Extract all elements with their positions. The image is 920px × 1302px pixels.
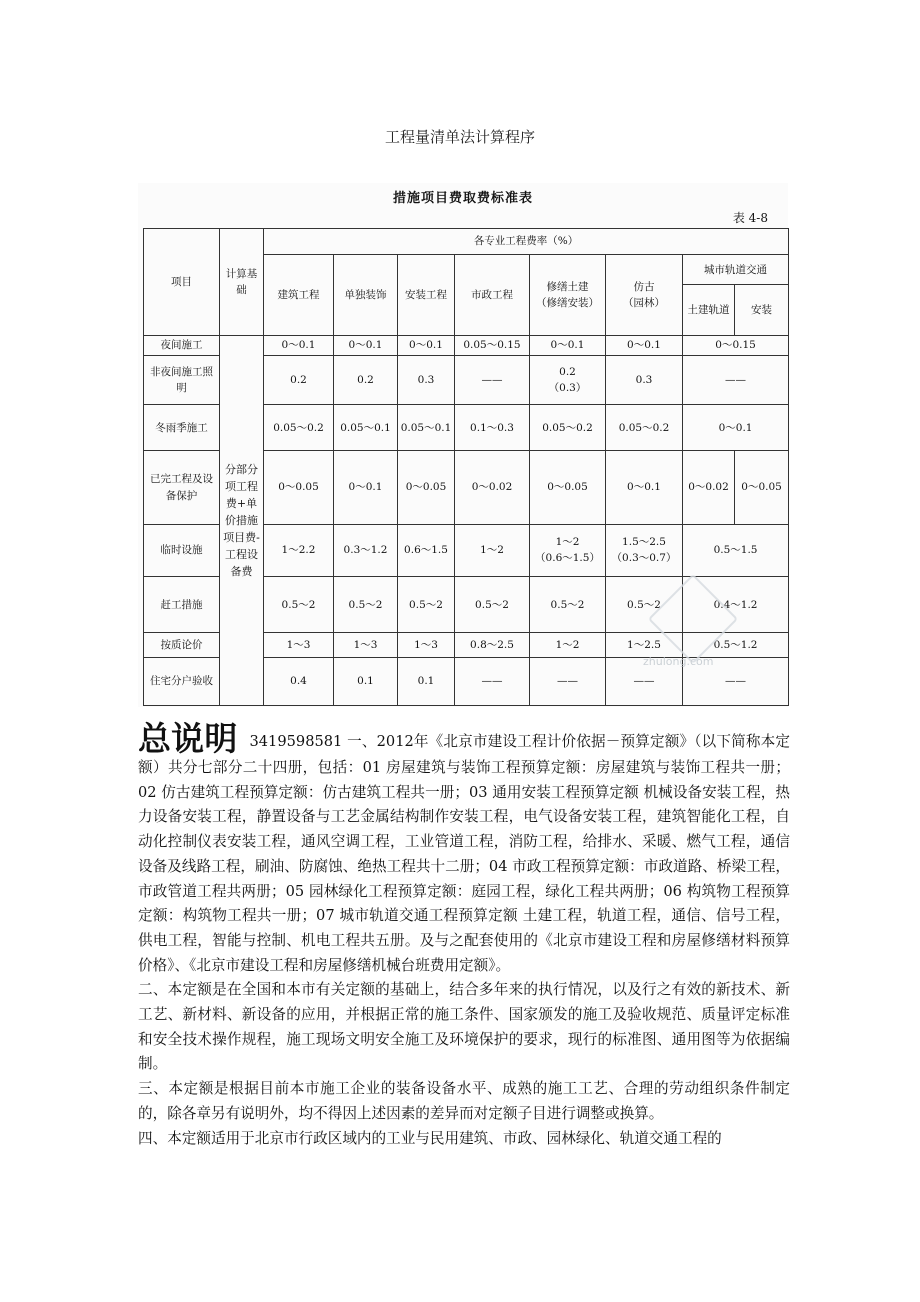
table-cell: 0～0.05 (264, 451, 334, 524)
table-cell: 0.05～0.2 (530, 405, 606, 451)
row-label: 住宅分户验收 (144, 657, 220, 705)
header-fanggu-main: 仿古 (633, 280, 655, 293)
table-cell: —— (683, 355, 789, 404)
header-jianzhu: 建筑工程 (264, 255, 334, 336)
table-cell: 0～0.15 (683, 335, 789, 355)
table-cell: 1～2 (530, 633, 606, 657)
watermark-logo-icon (648, 574, 739, 665)
table-cell (530, 355, 606, 404)
table-cell: 0.3 (398, 355, 455, 404)
cell-main: 1～2 (555, 536, 580, 549)
header-xiushan (530, 255, 606, 336)
table-cell: 0.1～0.3 (455, 405, 530, 451)
table-cell: —— (455, 355, 530, 404)
row-label: 夜间施工 (144, 335, 220, 355)
table-cell: 0.3～1.2 (334, 524, 398, 576)
table-cell: 0.5～2 (530, 577, 606, 633)
header-shizheng: 市政工程 (455, 255, 530, 336)
table-cell: 0.5～2 (334, 577, 398, 633)
row-label: 已完工程及设备保护 (144, 451, 220, 524)
table-cell: 0～0.05 (735, 451, 789, 524)
table-number: 表 4-8 (732, 211, 768, 225)
table-cell (606, 524, 683, 576)
table-cell: 1～2.5 (606, 633, 683, 657)
table-cell: 0～0.1 (683, 405, 789, 451)
cell-sub: （0.3） (548, 381, 587, 394)
table-cell: 0～0.1 (606, 335, 683, 355)
paragraph-2: 二、本定额是在全国和本市有关定额的基础上，结合多年来的执行情况，以及行之有效的新技术、新工艺、新材料、新设备的应用，并根据正常的施工条件、国家颁发的施工及验收规范、质量评定标准和安全技术操作规程，施工现场文明安全施工及环境保护的要求，现行的标准图、通用图等为依据编制。 (138, 981, 790, 1073)
row-label: 赶工措施 (144, 577, 220, 633)
header-dandu: 单独装饰 (334, 255, 398, 336)
table-cell: 0.05～0.2 (264, 405, 334, 451)
table-cell: 0～0.02 (683, 451, 735, 524)
table-cell: —— (683, 657, 789, 705)
zhulong-watermark (633, 587, 753, 677)
table-cell: 1～3 (398, 633, 455, 657)
table-cell: 0.5～2 (398, 577, 455, 633)
table-cell: 0～0.05 (530, 451, 606, 524)
table-cell: 0.4 (264, 657, 334, 705)
table-cell: 0.5～2 (455, 577, 530, 633)
table-cell: 0.05～0.15 (455, 335, 530, 355)
header-fanggu-sub: （园林） (623, 296, 665, 309)
table-cell: 0～0.05 (398, 451, 455, 524)
table-cell: 0.2 (334, 355, 398, 404)
table-cell: —— (455, 657, 530, 705)
table-cell: 0～0.1 (264, 335, 334, 355)
table-cell: 0.05～0.2 (606, 405, 683, 451)
fee-table-image (138, 183, 788, 707)
paragraph-4: 四、本定额适用于北京市行政区域内的工业与民用建筑、市政、园林绿化、轨道交通工程的 (138, 1129, 722, 1147)
header-item: 项目 (144, 229, 220, 336)
header-fanggu (606, 255, 683, 336)
table-cell: 1～3 (264, 633, 334, 657)
cell-main: 0.2 (559, 365, 576, 378)
table-cell: 0～0.1 (606, 451, 683, 524)
table-cell: 0～0.1 (398, 335, 455, 355)
table-cell: 0～0.02 (455, 451, 530, 524)
table-cell: 0.1 (334, 657, 398, 705)
table-cell: —— (606, 657, 683, 705)
header-rail-civil: 土建轨道 (683, 285, 735, 335)
header-basis: 计算基础 (220, 229, 264, 336)
table-cell: 0.3 (606, 355, 683, 404)
calculation-basis: 分部分项工程费+单价措施项目费-工程设备费 (220, 335, 264, 705)
paragraph-1-text: 3419598581 一、2012年《北京市建设工程计价依据－预算定额》（以下简称本定额）共分七部分二十四册，包括：01 房屋建筑与装饰工程预算定额：房屋建筑与装饰工程共一册；02 仿古建筑工程预算定额：仿古建筑工程共一册；03 通用安装工程预算定额 机械设备安装工程，热力设备安装工程，静置设备与工艺金属结构制作安装工程，电气设备安装工程，建筑智能化工程，自动化控制仪表安装工程，通风空调工程，工业管道工程，消防工程，给排水、采暖、燃气工程，通信设备及线路工程，刷油、防腐蚀、绝热工程共十二册；04 市政工程预算定额：市政道路、桥梁工程，市政管道工程共两册；05 园林绿化工程预算定额：庭园工程，绿化工程共两册；06 构筑物工程预算定额：构筑物工程共一册；07 城市轨道交通工程预算定额 土建工程，轨道工程，通信、信号工程，供电工程，智能与控制、机电工程共五册。及与之配套使用的《北京市建设工程和房屋修缮材料预算价格》、《北京市建设工程和房屋修缮机械台班费用定额》。 (138, 733, 791, 974)
paragraph-1 (138, 719, 791, 978)
cell-sub: （0.6～1.5） (535, 552, 600, 565)
table-cell: 0.5～1.5 (683, 524, 789, 576)
table-cell (530, 524, 606, 576)
section-heading: 总说明 (138, 719, 238, 758)
header-xiushan-sub: （修缮安装） (536, 296, 599, 309)
cell-sub: （0.3～0.7） (611, 552, 677, 565)
table-cell: 0.8～2.5 (455, 633, 530, 657)
header-rail-install: 安装 (735, 285, 789, 335)
header-rate-group: 各专业工程费率（%） (264, 229, 789, 255)
cell-main: 1.5～2.5 (622, 536, 666, 549)
table-cell: 0.05～0.1 (334, 405, 398, 451)
row-label: 非夜间施工照明 (144, 355, 220, 404)
table-cell: 1～2.2 (264, 524, 334, 576)
document-title: 工程量清单法计算程序 (384, 128, 535, 146)
table-cell: 0.5～1.2 (683, 633, 789, 657)
body-text (138, 719, 791, 1151)
row-label: 按质论价 (144, 633, 220, 657)
table-caption: 措施项目费取费标准表 (392, 191, 533, 206)
header-anzhuang: 安装工程 (398, 255, 455, 336)
table-cell: 0.2 (264, 355, 334, 404)
table-cell: 1～2 (455, 524, 530, 576)
table-cell: 0.05～0.1 (398, 405, 455, 451)
table-cell: 0.6～1.5 (398, 524, 455, 576)
table-cell: 1～3 (334, 633, 398, 657)
table-row (144, 335, 789, 355)
table-cell: 0～0.1 (334, 451, 398, 524)
row-label: 临时设施 (144, 524, 220, 576)
table-cell: 0.5～2 (606, 577, 683, 633)
table-cell: 0.5～2 (264, 577, 334, 633)
table-cell: —— (530, 657, 606, 705)
table-cell: 0.1 (398, 657, 455, 705)
table-cell: 0～0.1 (530, 335, 606, 355)
table-cell: 0～0.1 (334, 335, 398, 355)
header-rail: 城市轨道交通 (683, 255, 789, 285)
table-cell: 0.4～1.2 (683, 577, 789, 633)
watermark-text: zhulong.com (643, 655, 714, 668)
paragraph-3: 三、本定额是根据目前本市施工企业的装备设备水平、成熟的施工工艺、合理的劳动组织条件制定的，除各章另有说明外，均不得因上述因素的差异而对定额子目进行调整或换算。 (138, 1080, 790, 1122)
row-label: 冬雨季施工 (144, 405, 220, 451)
header-xiushan-main: 修缮土建 (546, 280, 589, 293)
